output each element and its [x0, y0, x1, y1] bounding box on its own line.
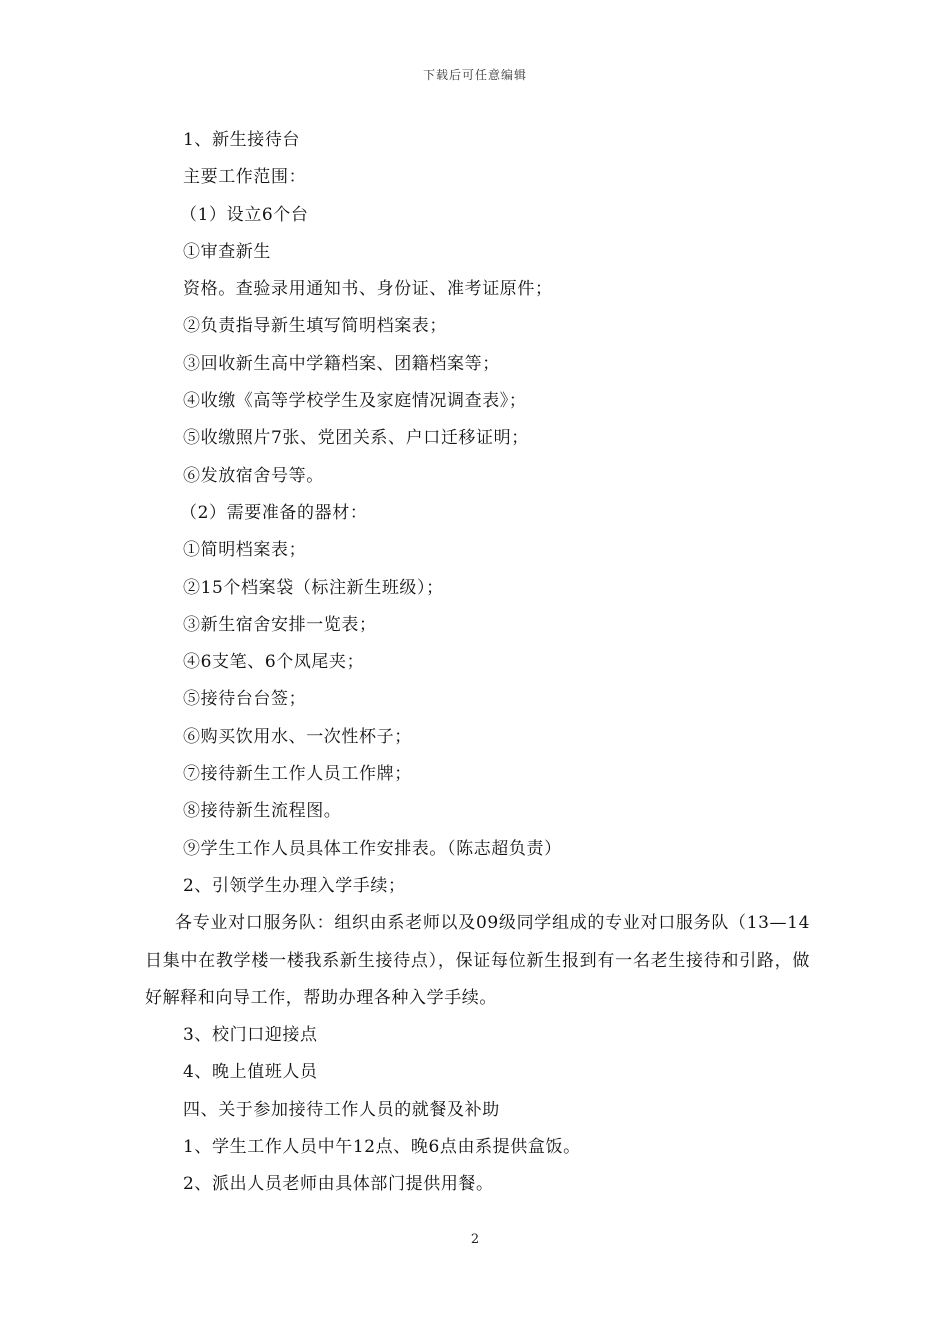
page-header: 下载后可任意编辑 [422, 68, 527, 82]
list-item: ⑥购买饮用水、一次性杯子； [183, 726, 412, 747]
section-heading-gate: 3、校门口迎接点 [183, 1025, 318, 1046]
list-item: ④6支笔、6个凤尾夹； [183, 652, 365, 673]
document-body [145, 122, 810, 1204]
list-item: ⑧接待新生流程图。 [183, 801, 342, 822]
list-item: ②15个档案袋（标注新生班级）； [183, 577, 444, 598]
subheading-equipment: （2）需要准备的器材： [180, 502, 368, 523]
list-item: ⑦接待新生工作人员工作牌； [183, 764, 412, 785]
list-item: ③回收新生高中学籍档案、团籍档案等； [183, 353, 500, 374]
list-item: 2、派出人员老师由具体部门提供用餐。 [183, 1174, 494, 1195]
list-item: ⑨学生工作人员具体工作安排表。（陈志超负责） [183, 838, 562, 859]
text-line: 资格。查验录用通知书、身份证、准考证原件； [183, 279, 553, 300]
section-heading-meals: 四、关于参加接待工作人员的就餐及补助 [183, 1099, 500, 1120]
list-item: ⑤接待台台签； [183, 689, 307, 710]
list-item: 1、学生工作人员中午12点、晚6点由系提供盒饭。 [183, 1137, 581, 1158]
text-line: 主要工作范围： [183, 167, 307, 188]
list-item: ①审查新生 [183, 241, 271, 262]
section-heading-night-duty: 4、晚上值班人员 [183, 1062, 318, 1083]
paragraph-service-team: 各专业对口服务队：组织由系老师以及09级同学组成的专业对口服务队（13—14日集中在教学楼一楼我系新生接待点），保证每位新生报到有一名老生接待和引路，做好解释和向导工作，帮助办理各种入学手续。 [145, 913, 810, 1008]
list-item: ④收缴《高等学校学生及家庭情况调查表》； [183, 391, 527, 412]
section-heading-reception-desk: 1、新生接待台 [183, 130, 301, 150]
section-heading-enrollment: 2、引领学生办理入学手续； [183, 875, 406, 896]
list-item: ②负责指导新生填写简明档案表； [183, 316, 447, 337]
list-item: ③新生宿舍安排一览表； [183, 614, 377, 635]
page-number: 2 [470, 1232, 480, 1247]
list-item: ①简明档案表； [183, 540, 307, 561]
list-item: ⑥发放宿舍号等。 [183, 465, 324, 486]
subheading-setup-desks: （1）设立6个台 [180, 204, 309, 225]
list-item: ⑤收缴照片7张、党团关系、户口迁移证明； [183, 428, 529, 449]
